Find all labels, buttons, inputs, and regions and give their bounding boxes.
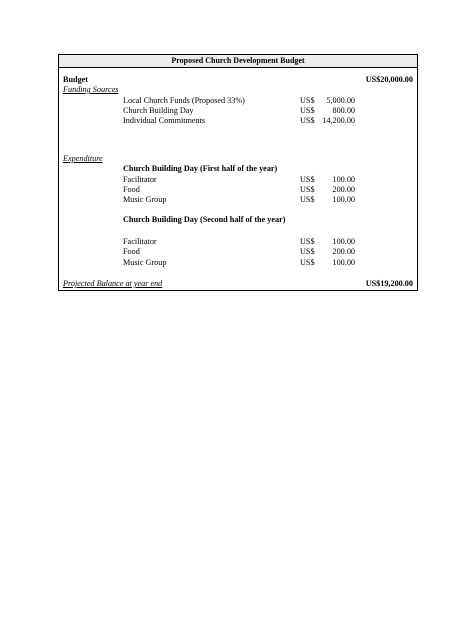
funding-item-amount: 5,000.00 <box>326 96 355 105</box>
expenditure-item-currency: US$ <box>300 237 315 246</box>
budget-label: Budget <box>63 75 89 84</box>
funding-item-amount: 14,200.00 <box>322 116 355 125</box>
funding-sources-label: Funding Sources <box>63 85 119 94</box>
expenditure-item-label: Food <box>123 185 140 194</box>
expenditure-item-currency: US$ <box>300 195 315 204</box>
expenditure-item-amount: 100.00 <box>332 195 355 204</box>
sheet-title: Proposed Church Development Budget <box>59 55 417 68</box>
budget-sheet <box>58 54 418 291</box>
budget-total: US$20,000.00 <box>365 75 413 84</box>
expenditure-item-label: Facilitator <box>123 175 157 184</box>
expenditure-label: Expenditure <box>63 154 103 163</box>
expenditure-item-label: Facilitator <box>123 237 157 246</box>
expenditure-item-currency: US$ <box>300 258 315 267</box>
expenditure-item-label: Music Group <box>123 195 167 204</box>
expenditure-item-amount: 200.00 <box>332 247 355 256</box>
funding-item-label: Church Building Day <box>123 106 194 115</box>
expenditure-item-currency: US$ <box>300 247 315 256</box>
funding-item-currency: US$ <box>300 96 315 105</box>
expenditure-item-amount: 100.00 <box>332 237 355 246</box>
expenditure-group-heading: Church Building Day (First half of the year) <box>123 164 278 173</box>
funding-item-amount: 800.00 <box>332 106 355 115</box>
expenditure-item-currency: US$ <box>300 185 315 194</box>
projected-balance-total: US$19,200.00 <box>365 279 413 288</box>
funding-item-label: Individual Commitments <box>123 116 206 125</box>
funding-item-currency: US$ <box>300 116 315 125</box>
funding-item-label: Local Church Funds (Proposed 33%) <box>123 96 245 105</box>
expenditure-item-amount: 200.00 <box>332 185 355 194</box>
expenditure-group-heading: Church Building Day (Second half of the year) <box>123 215 286 224</box>
expenditure-item-label: Food <box>123 247 140 256</box>
expenditure-item-currency: US$ <box>300 175 315 184</box>
expenditure-item-amount: 100.00 <box>332 258 355 267</box>
expenditure-item-label: Music Group <box>123 258 167 267</box>
funding-item-currency: US$ <box>300 106 315 115</box>
expenditure-item-amount: 100.00 <box>332 175 355 184</box>
projected-balance-label: Projected Balance at year end <box>63 279 163 288</box>
